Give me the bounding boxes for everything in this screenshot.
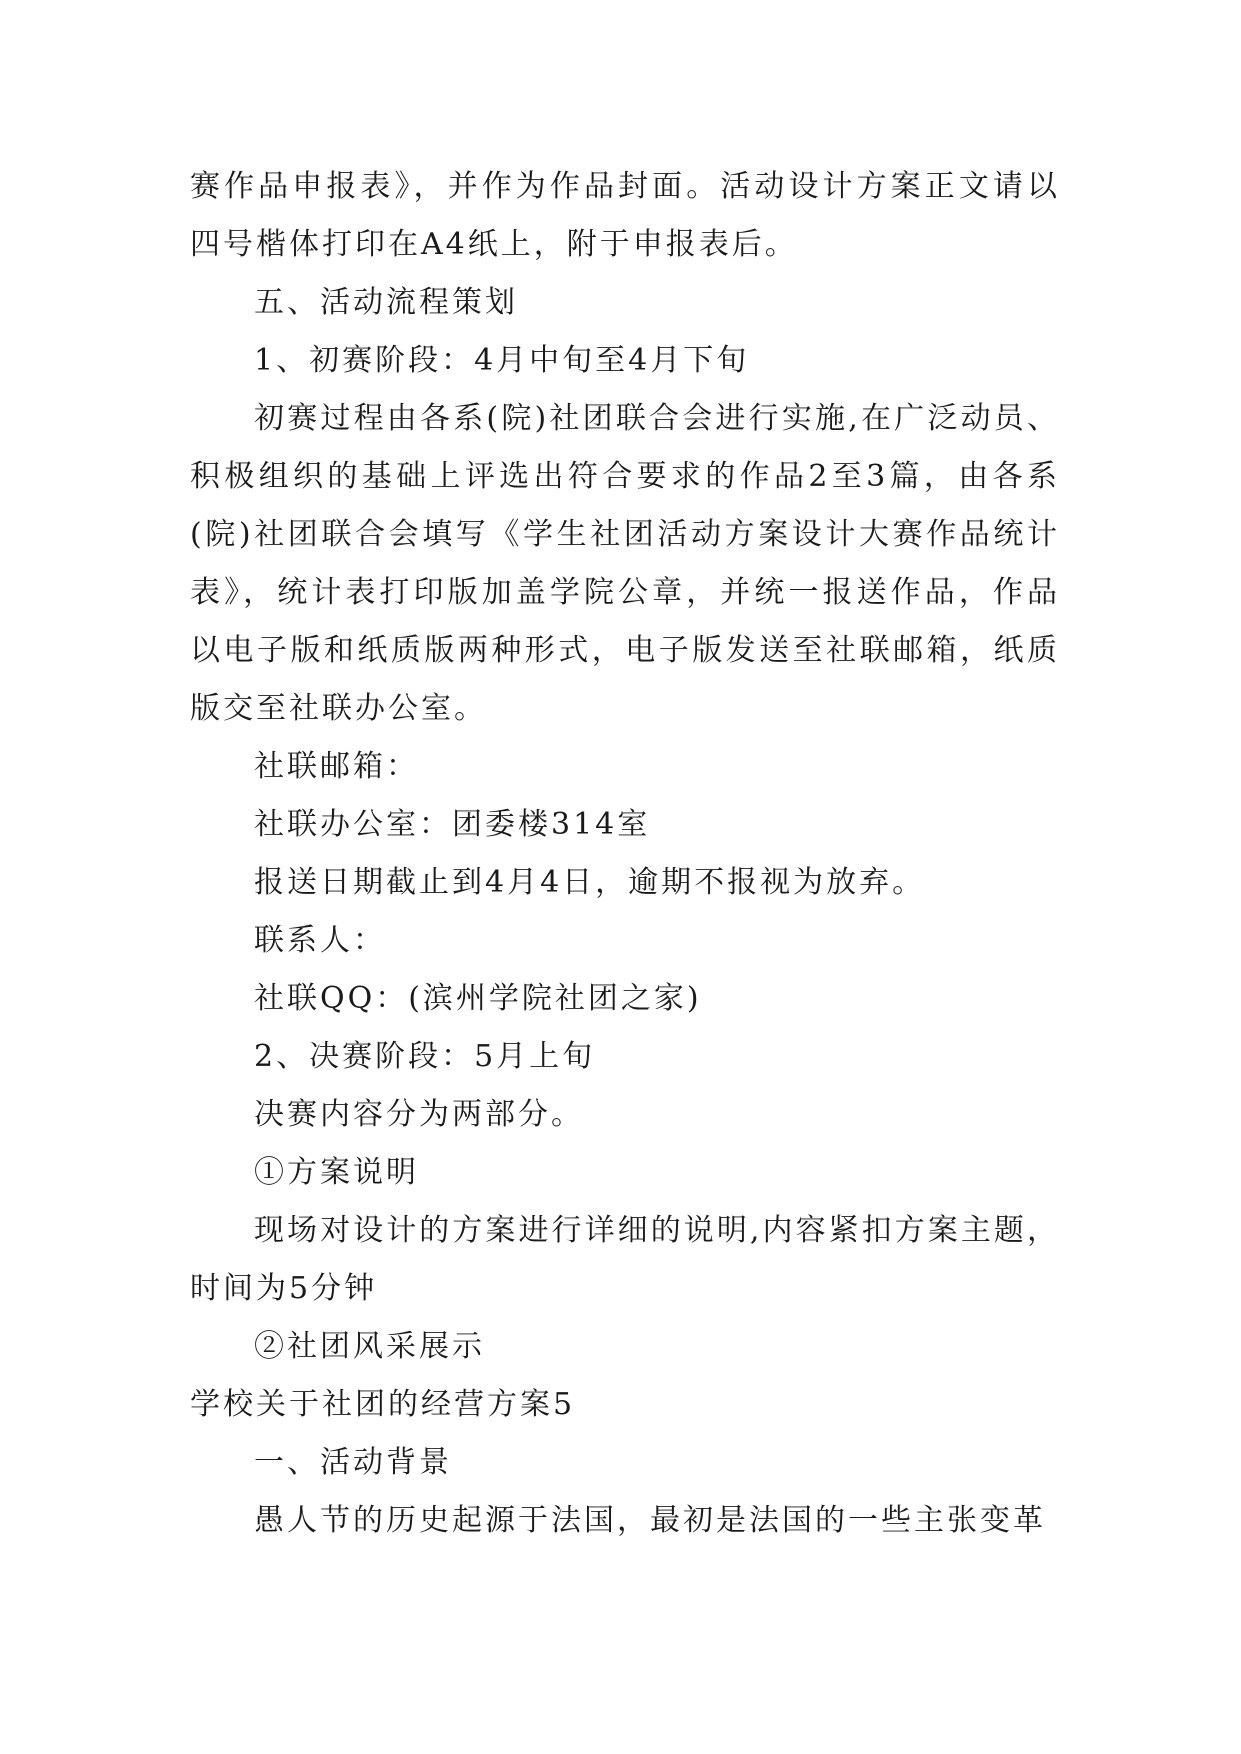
document-body <box>190 158 1060 1550</box>
line-submission-deadline: 报送日期截止到4月4日，逾期不报视为放弃。 <box>254 865 926 900</box>
item-plan-explanation: ①方案说明 <box>254 1155 419 1190</box>
line-club-qq: 社联QQ：(滨州学院社团之家) <box>254 981 702 1016</box>
subheading-final-stage: 2、决赛阶段：5月上旬 <box>254 1039 596 1074</box>
line-club-email: 社联邮箱： <box>254 749 419 784</box>
paragraph-preliminary-details: 初赛过程由各系(院)社团联合会进行实施,在广泛动员、积极组织的基础上评选出符合要求的作品2至3篇，由各系(院)社团联合会填写《学生社团活动方案设计大赛作品统计表》，统计表打印版加盖学院公章，并统一报送作品，作品以电子版和纸质版两种形式，电子版发送至社联邮箱，纸质版交至社联办公室。 <box>190 401 1060 726</box>
document-title-plan-5: 学校关于社团的经营方案5 <box>190 1387 576 1422</box>
item-club-showcase: ②社团风采展示 <box>254 1329 485 1364</box>
paragraph-plan-explanation: 现场对设计的方案进行详细的说明,内容紧扣方案主题，时间为5分钟 <box>190 1213 1060 1306</box>
section-heading-background: 一、活动背景 <box>254 1445 452 1480</box>
paragraph-continuation: 赛作品申报表》，并作为作品封面。活动设计方案正文请以四号楷体打印在A4纸上，附于申报表后。 <box>190 169 1060 262</box>
paragraph-background: 愚人节的历史起源于法国，最初是法国的一些主张变革 <box>254 1503 1046 1538</box>
line-contact-person: 联系人： <box>254 923 386 958</box>
section-heading-activity-flow: 五、活动流程策划 <box>254 285 518 320</box>
line-club-office: 社联办公室：团委楼314室 <box>254 807 651 842</box>
subheading-preliminary-stage: 1、初赛阶段：4月中旬至4月下旬 <box>254 343 750 378</box>
line-final-content: 决赛内容分为两部分。 <box>254 1097 584 1132</box>
